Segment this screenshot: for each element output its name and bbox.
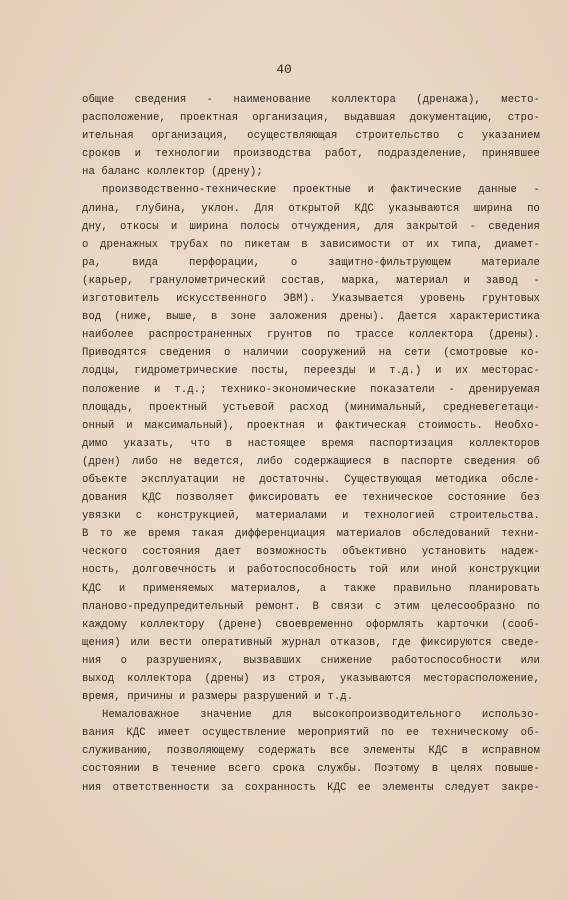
text-line: ния о разрушениях, вызвавших снижение работоспособности или	[82, 654, 540, 667]
text-line: каждому коллектору (дрене) своевременно оформлять карточки (сооб-	[82, 618, 540, 631]
text-line: общие сведения - наименование коллектора (дренажа), место-	[82, 94, 540, 106]
text-line: изготовитель искусственного ЭВМ). Указывается уровень грунтовых	[82, 293, 540, 306]
text-line: онный и максимальный), проектная и фактическая стоимость. Необхо-	[82, 419, 540, 432]
text-line: о дренажных трубах по пикетам в зависимости от их типа, диамет-	[82, 238, 540, 251]
text-line: щения) или вести оперативный журнал отказов, где фиксируются сведе-	[82, 636, 540, 649]
text-line: дования КДС позволяет фиксировать ее техническое состояние без	[82, 492, 540, 505]
text-line: производственно-технические проектные и фактические данные -	[102, 184, 540, 197]
text-line: площадь, проектный устьевой расход (минимальный, средневегетаци-	[82, 401, 540, 414]
text-line: расположение, проектная организация, выдавшая документацию, стро-	[82, 112, 540, 125]
text-line: ния ответственности за сохранность КДС ее элементы следует закре-	[82, 781, 540, 794]
page-number: 40	[276, 62, 292, 77]
text-line: вод (ниже, выше, в зоне заложения дрены). Дается характеристика	[82, 311, 540, 324]
text-line: Приводятся сведения о наличии сооружений на сети (смотровые ко-	[82, 347, 540, 360]
text-line: ра, вида перфорации, о защитно-фильтрующем материале	[82, 256, 540, 269]
text-line: на баланс коллектор (дрену);	[82, 166, 263, 179]
text-line: планово-предупредительный ремонт. В связи с этим целесообразно по	[82, 600, 540, 613]
text-line: В то же время такая дифференциация материалов обследований техни-	[82, 528, 540, 541]
text-line: КДС и применяемых материалов, а также правильно планировать	[82, 582, 540, 595]
text-line: Немаловажное значение для высокопроизводительного использо-	[102, 709, 540, 722]
text-line: ность, долговечность и работоспособность той или иной конструкции	[82, 564, 540, 577]
body-text	[82, 91, 540, 797]
text-line: выход коллектора (дрены) из строя, указываются месторасположение,	[82, 673, 540, 685]
text-line: дну, откосы и ширина полосы отчуждения, для закрытой - сведения	[82, 220, 540, 233]
text-line: служиванию, позволяющему содержать все элементы КДС в исправном	[82, 745, 540, 758]
text-line: время, причины и размеры разрушений и т.д.	[82, 691, 354, 704]
text-line: сроков и технологии производства работ, подразделение, принявшее	[82, 148, 540, 161]
text-line: увязки с конструкцией, материалами и технологией строительства.	[82, 510, 540, 523]
text-line: ческого состояния дает возможность объективно установить надеж-	[82, 546, 540, 559]
text-line: вания КДС имеет осуществление мероприятий по ее техническому об-	[82, 727, 540, 740]
text-line: положение и т.д.; технико-экономические показатели - дренируемая	[82, 383, 540, 396]
text-line: наиболее распространенных грунтов по трассе коллектора (дрены).	[82, 329, 540, 342]
text-line: объекте эксплуатации не достаточны. Существующая методика обсле-	[82, 473, 540, 486]
text-line: длина, глубина, уклон. Для открытой КДС указываются ширина по	[82, 202, 540, 215]
text-line: лодцы, гидрометрические посты, переезды и т.д.) и их месторас-	[82, 365, 540, 378]
text-line: (карьер, гранулометрический состав, марка, материал и завод -	[82, 274, 540, 287]
text-line: состоянии в течение всего срока службы. Поэтому в целях повыше-	[82, 763, 540, 776]
text-line: ительная организация, осуществляющая строительство с указанием	[82, 130, 540, 143]
text-line: димо указать, что в настоящее время паспортизация коллекторов	[82, 437, 540, 450]
text-line: (дрен) либо не ведется, либо содержащиеся в паспорте сведения об	[82, 455, 540, 468]
